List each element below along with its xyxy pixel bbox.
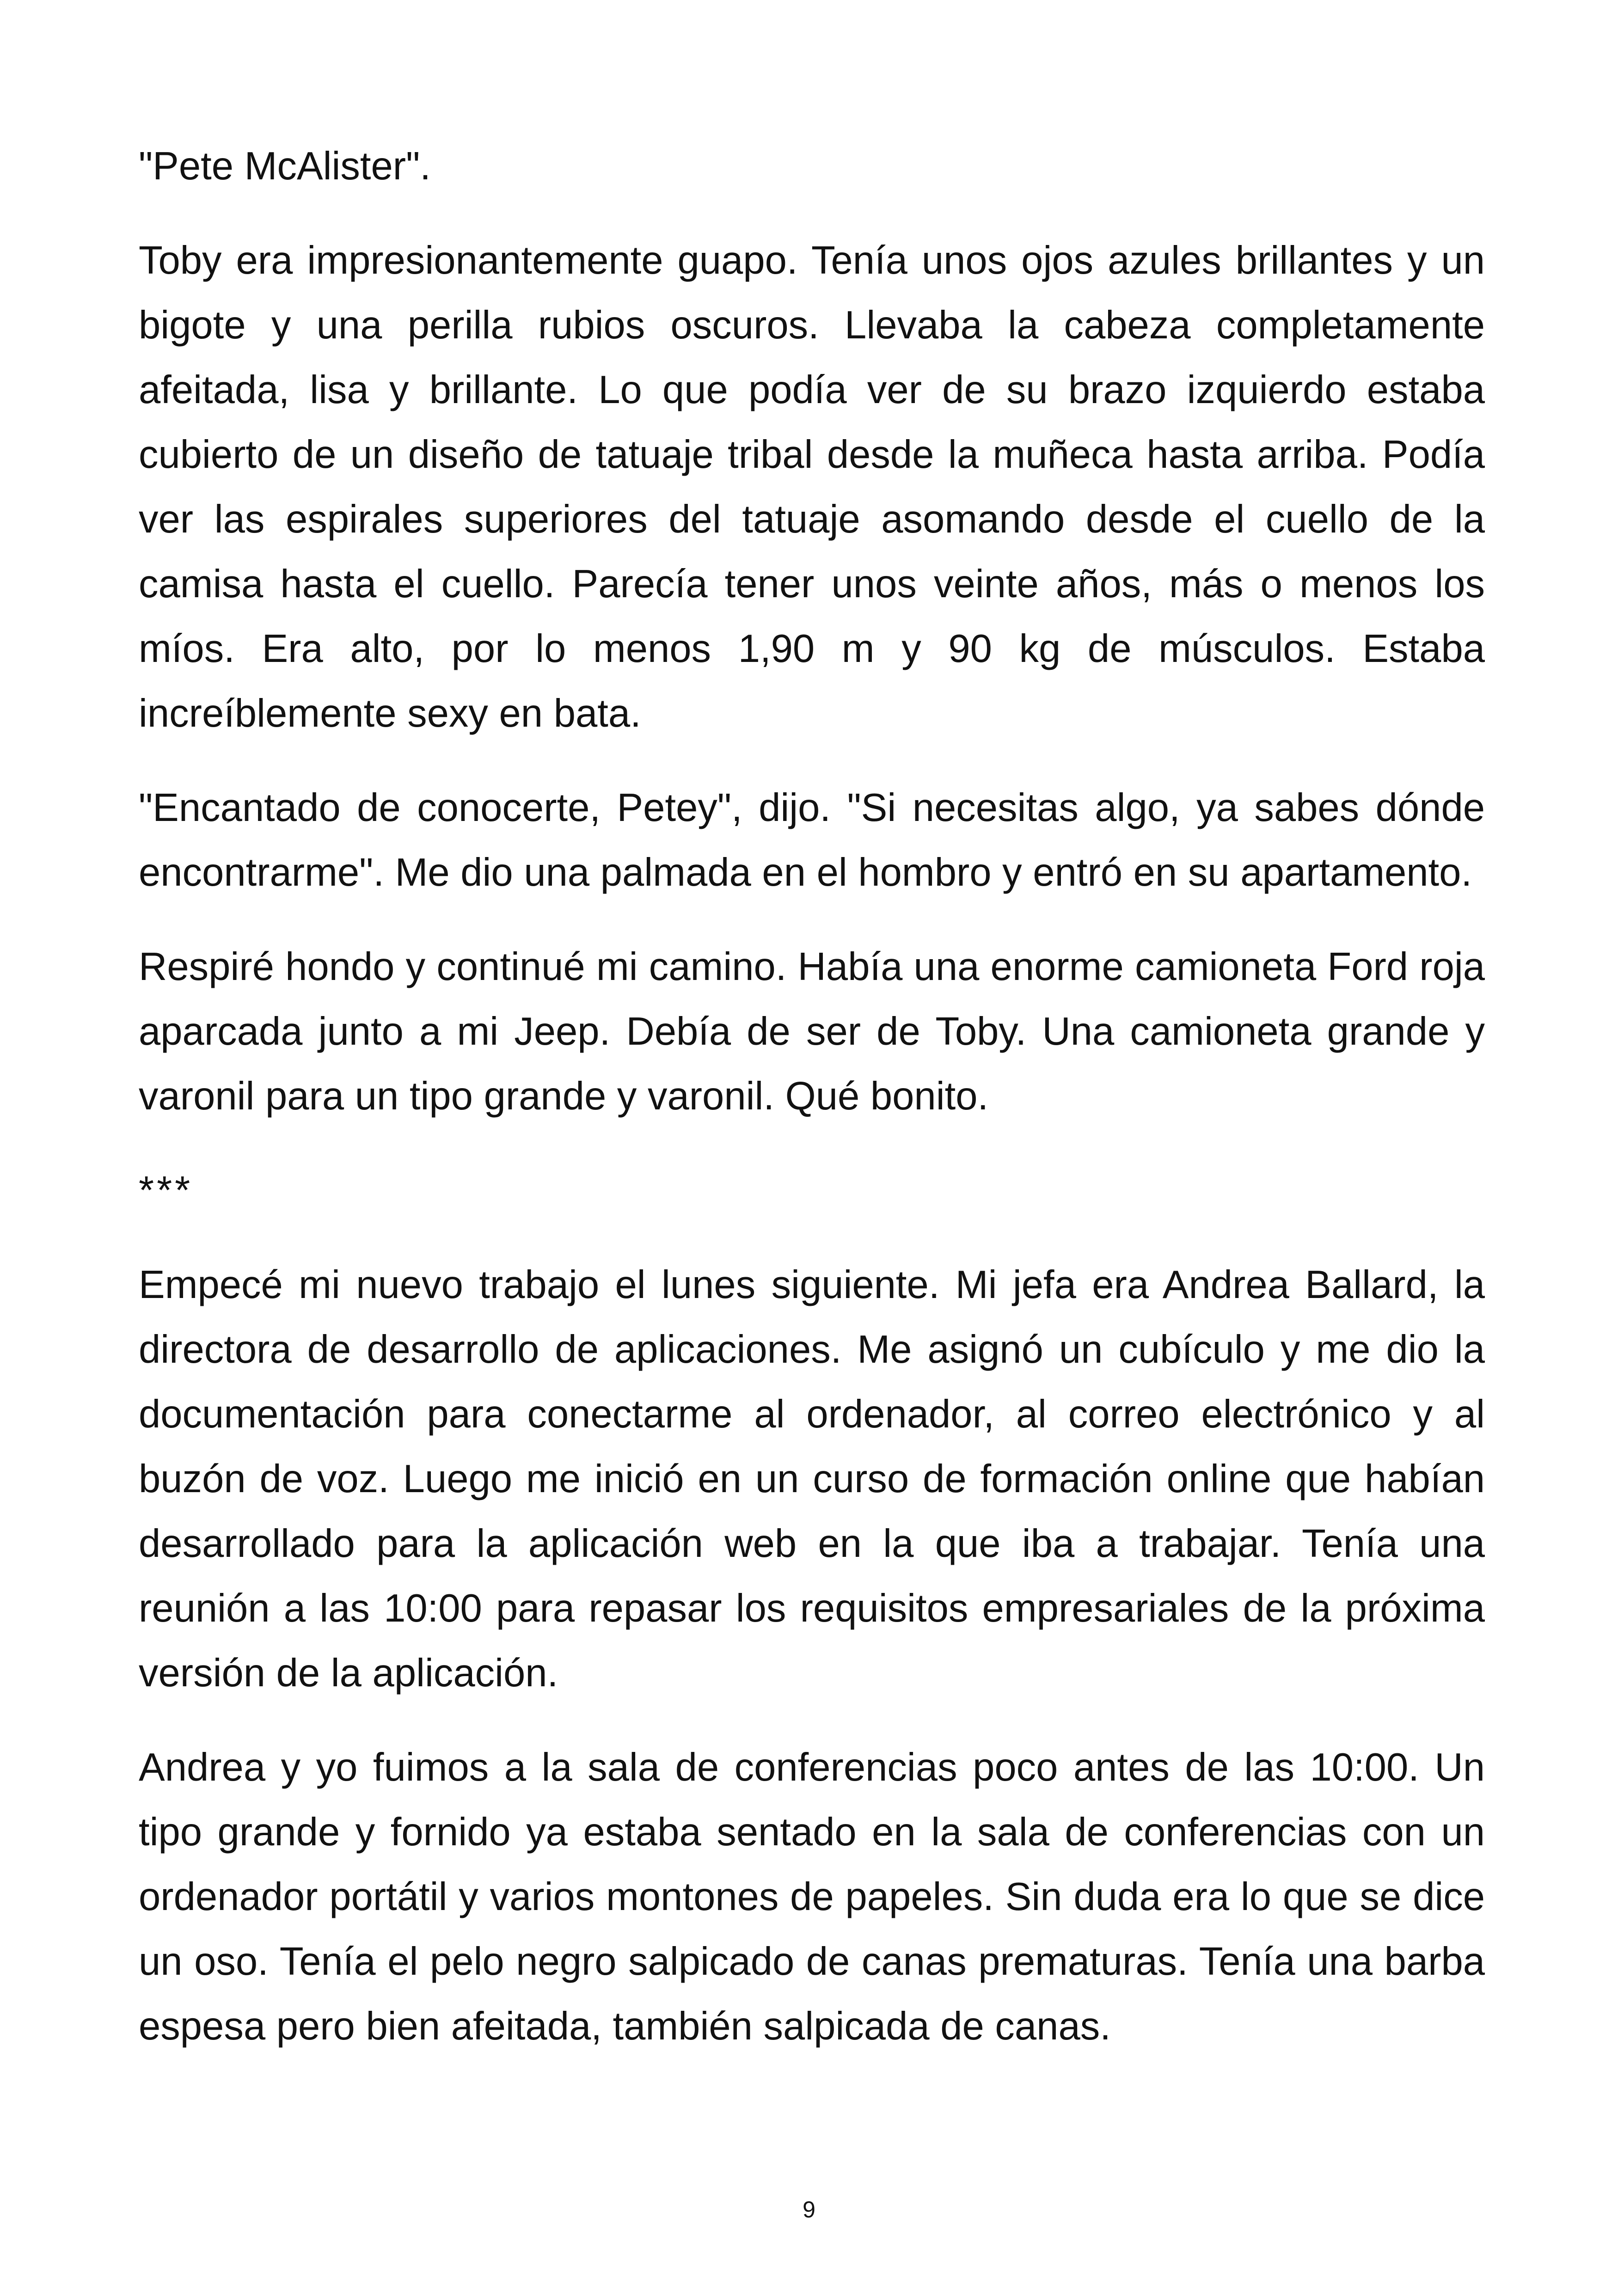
document-body — [139, 134, 1485, 2088]
paragraph: Respiré hondo y continué mi camino. Había una enorme camioneta Ford roja aparcada junto a mi Jeep. Debía de ser de Toby. Una camioneta grande y varonil para un tipo grande y varonil. Qué bonito. — [139, 945, 1485, 1118]
paragraph: Andrea y yo fuimos a la sala de conferencias poco antes de las 10:00. Un tipo grande y fornido ya estaba sentado en la sala de conferencias con un ordenador portátil y varios montones de papeles. Sin duda era lo que se dice un oso. Tenía el pelo negro salpicado de canas prematuras. Tenía una barba espesa pero bien afeitada, también salpicada de canas. — [139, 1745, 1485, 2048]
paragraph: Toby era impresionantemente guapo. Tenía unos ojos azules brillantes y un bigote y una perilla rubios oscuros. Llevaba la cabeza completamente afeitada, lisa y brillante. Lo que podía ver de su brazo izquierdo estaba cubierto de un diseño de tatuaje tribal desde la muñeca hasta arriba. Podía ver las espirales superiores del tatuaje asomando desde el cuello de la camisa hasta el cuello. Parecía tener unos veinte años, más o menos los míos. Era alto, por lo menos 1,90 m y 90 kg de músculos. Estaba increíblemente sexy en bata. — [139, 239, 1485, 735]
paragraph: Empecé mi nuevo trabajo el lunes siguiente. Mi jefa era Andrea Ballard, la directora de desarrollo de aplicaciones. Me asignó un cubículo y me dio la documentación para conectarme al ordenador, al correo electrónico y al buzón de voz. Luego me inició en un curso de formación online que habían desarrollado para la aplicación web en la que iba a trabajar. Tenía una reunión a las 10:00 para repasar los requisitos empresariales de la próxima versión de la aplicación. — [139, 1263, 1485, 1695]
scene-break: *** — [139, 1169, 193, 1212]
page-number: 9 — [803, 2197, 815, 2223]
paragraph: "Pete McAlister". — [139, 144, 431, 188]
paragraph: "Encantado de conocerte, Petey", dijo. "Si necesitas algo, ya sabes dónde encontrarme". Me dio una palmada en el hombro y entró en su apartamento. — [139, 786, 1485, 894]
